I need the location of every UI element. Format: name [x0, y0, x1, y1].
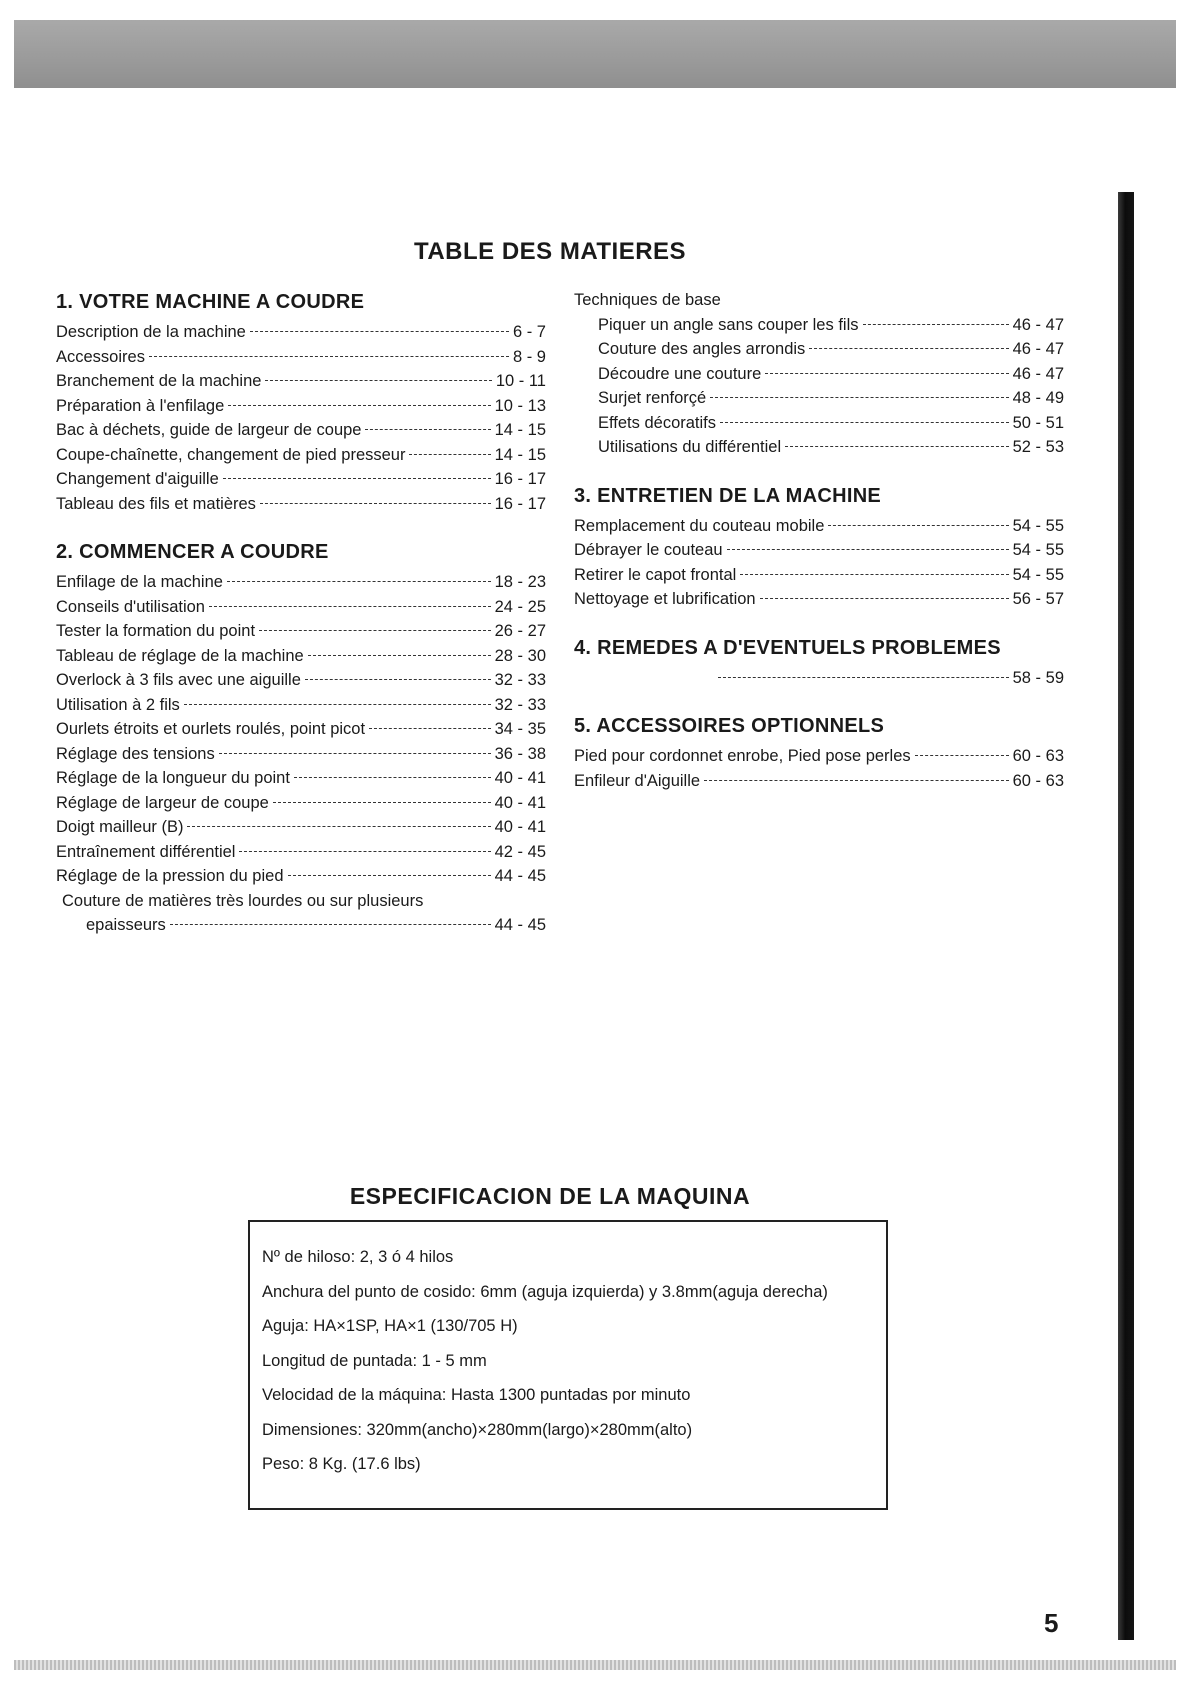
entry-pages: 56 - 57 — [1012, 590, 1064, 608]
toc-subsection-techniques — [574, 288, 1064, 460]
entry-label: Remplacement du couteau mobile — [574, 516, 825, 535]
toc-entry — [56, 693, 546, 718]
leader-dots — [704, 780, 1009, 781]
entry-pages: 40 - 41 — [494, 769, 546, 787]
spec-box — [248, 1220, 888, 1510]
entry-label: Coupe-chaînette, changement de pied presseur — [56, 445, 406, 464]
entry-pages: 46 - 47 — [1012, 364, 1064, 383]
entry-pages: 60 - 63 — [1012, 747, 1064, 765]
header-gray-band — [14, 20, 1176, 88]
leader-dots — [239, 851, 490, 852]
entry-pages: 50 - 51 — [1012, 413, 1064, 432]
entry-label: Effets décoratifs — [598, 413, 717, 432]
entry-pages: 14 - 15 — [494, 421, 546, 439]
entry-label: Réglage de la longueur du point — [56, 769, 290, 787]
leader-dots — [369, 728, 491, 729]
toc-title: TABLE DES MATIERES — [413, 238, 687, 265]
entry-pages: 32 - 33 — [494, 671, 546, 689]
entry-pages: 44 - 45 — [494, 915, 546, 934]
entry-pages: 14 - 15 — [494, 445, 546, 464]
entry-label: Couture des angles arrondis — [598, 340, 806, 358]
entry-pages: 58 - 59 — [1012, 668, 1064, 687]
spec-title: ESPECIFICACION DE LA MAQUINA — [349, 1183, 751, 1209]
entry-pages: 46 - 47 — [1012, 340, 1064, 358]
toc-entry — [574, 538, 1064, 563]
entry-pages: 26 - 27 — [494, 622, 546, 640]
spec-line: Anchura del punto de cosido: 6mm (aguja izquierda) y 3.8mm(aguja derecha) — [262, 1282, 828, 1301]
entry-label: Changement d'aiguille — [56, 470, 219, 488]
page-number: 5 — [1044, 1608, 1059, 1638]
leader-dots — [409, 454, 490, 455]
entry-label: Description de la machine — [56, 323, 246, 341]
toc-entry — [56, 717, 546, 742]
leader-dots — [785, 446, 1008, 447]
toc-entry — [56, 644, 546, 669]
toc-entry-wrapped-line: Couture de matières très lourdes ou sur plusieurs — [62, 891, 424, 910]
entry-label: Entraînement différentiel — [56, 842, 236, 861]
leader-dots — [260, 503, 491, 504]
toc-entry — [574, 411, 1064, 436]
entry-pages: 40 - 41 — [494, 793, 546, 812]
entry-label: Utilisations du différentiel — [598, 438, 782, 456]
entry-label: Utilisation à 2 fils — [56, 695, 180, 714]
entry-label: Retirer le capot frontal — [574, 565, 737, 584]
toc-entry — [56, 742, 546, 767]
entry-label: Réglage des tensions — [56, 744, 215, 763]
toc-entry — [574, 514, 1064, 539]
leader-dots — [265, 380, 491, 381]
leader-dots — [259, 630, 491, 631]
entry-pages: 36 - 38 — [494, 744, 546, 763]
toc-section-5 — [574, 712, 1064, 793]
toc-entry — [56, 815, 546, 840]
entry-label: Doigt mailleur (B) — [56, 818, 184, 836]
entry-pages: 34 - 35 — [494, 720, 546, 738]
entry-label: Bac à déchets, guide de largeur de coupe — [56, 421, 362, 439]
toc-section-2 — [56, 538, 546, 937]
section-title: 1. VOTRE MACHINE A COUDRE — [56, 291, 365, 313]
entry-label: Tableau des fils et matières — [56, 494, 256, 513]
leader-dots — [273, 802, 491, 803]
entry-label: Surjet renforçé — [598, 389, 707, 407]
toc-section-1 — [56, 288, 546, 516]
toc-entry — [56, 570, 546, 595]
entry-label: Branchement de la machine — [56, 372, 262, 390]
spec-line: Velocidad de la máquina: Hasta 1300 puntadas por minuto — [262, 1386, 691, 1404]
entry-label: Débrayer le couteau — [574, 541, 723, 559]
entry-label: Enfilage de la machine — [56, 573, 223, 591]
toc-entry — [56, 369, 546, 394]
entry-label: Réglage de la pression du pied — [56, 867, 284, 885]
entry-pages: 54 - 55 — [1012, 516, 1064, 535]
toc-entry — [56, 913, 546, 938]
entry-pages: 16 - 17 — [494, 494, 546, 513]
toc-entry — [574, 744, 1064, 769]
entry-pages: 54 - 55 — [1012, 541, 1064, 559]
toc-entry — [56, 467, 546, 492]
entry-pages: 24 - 25 — [494, 597, 546, 616]
entry-pages: 46 - 47 — [1012, 315, 1064, 334]
entry-label: epaisseurs — [86, 915, 166, 934]
entry-label: Nettoyage et lubrification — [574, 590, 756, 608]
toc-entry — [56, 668, 546, 693]
entry-pages: 42 - 45 — [494, 842, 546, 861]
toc-entry — [56, 443, 546, 468]
entry-pages: 60 - 63 — [1012, 771, 1064, 790]
leader-dots — [294, 777, 491, 778]
leader-dots — [863, 324, 1009, 325]
entry-pages: 54 - 55 — [1012, 565, 1064, 584]
toc-entry — [56, 394, 546, 419]
leader-dots — [305, 679, 491, 680]
leader-dots — [288, 875, 491, 876]
entry-label: Préparation à l'enfilage — [56, 396, 225, 415]
toc-entry — [574, 563, 1064, 588]
entry-pages: 52 - 53 — [1012, 438, 1064, 456]
leader-dots — [308, 655, 491, 656]
leader-dots — [184, 704, 491, 705]
toc-entry — [56, 492, 546, 517]
leader-dots — [209, 606, 491, 607]
toc-entry — [56, 345, 546, 370]
toc-entry — [574, 337, 1064, 362]
leader-dots — [760, 598, 1009, 599]
toc-section-3 — [574, 482, 1064, 612]
spec-line: Nº de hiloso: 2, 3 ó 4 hilos — [262, 1248, 454, 1266]
leader-dots — [219, 753, 491, 754]
spec-line: Peso: 8 Kg. (17.6 lbs) — [262, 1455, 421, 1473]
leader-dots — [228, 405, 490, 406]
entry-label: Enfileur d'Aiguille — [574, 771, 701, 790]
toc-entry — [574, 666, 1064, 691]
entry-pages: 8 - 9 — [512, 347, 546, 366]
spec-line: Dimensiones: 320mm(ancho)×280mm(largo)×280mm(alto) — [262, 1420, 693, 1439]
section-title: 2. COMMENCER A COUDRE — [56, 541, 329, 563]
toc-left-column — [56, 288, 546, 959]
leader-dots — [828, 525, 1008, 526]
entry-label: Conseils d'utilisation — [56, 597, 205, 616]
leader-dots — [765, 373, 1008, 374]
leader-dots — [250, 331, 509, 332]
side-black-tab — [1118, 192, 1134, 1640]
entry-pages: 32 - 33 — [494, 695, 546, 714]
spec-line: Aguja: HA×1SP, HA×1 (130/705 H) — [262, 1317, 518, 1335]
entry-pages: 28 - 30 — [494, 646, 546, 665]
entry-label: Overlock à 3 fils avec une aiguille — [56, 671, 301, 689]
entry-pages: 44 - 45 — [494, 867, 546, 885]
toc-entry — [56, 320, 546, 345]
entry-pages: 6 - 7 — [512, 323, 546, 341]
leader-dots — [720, 422, 1009, 423]
footer-hatched-strip — [14, 1660, 1176, 1670]
entry-label: Réglage de largeur de coupe — [56, 793, 269, 812]
leader-dots — [740, 574, 1008, 575]
section-title: 3. ENTRETIEN DE LA MACHINE — [574, 484, 882, 507]
toc-entry — [574, 435, 1064, 460]
toc-entry — [56, 840, 546, 865]
entry-pages: 10 - 11 — [495, 372, 546, 390]
leader-dots — [365, 429, 490, 430]
entry-pages: 10 - 13 — [494, 396, 546, 415]
leader-dots — [187, 826, 490, 827]
leader-dots — [223, 478, 491, 479]
entry-pages: 40 - 41 — [494, 818, 546, 836]
leader-dots — [727, 549, 1009, 550]
entry-pages: 16 - 17 — [494, 470, 546, 488]
toc-entry — [56, 418, 546, 443]
toc-entry — [574, 362, 1064, 387]
entry-label: Pied pour cordonnet enrobe, Pied pose perles — [574, 747, 911, 765]
toc-right-column — [574, 288, 1064, 815]
toc-entry — [574, 313, 1064, 338]
leader-dots — [915, 755, 1009, 756]
section-title: 4. REMEDES A D'EVENTUELS PROBLEMES — [574, 636, 1001, 659]
toc-section-4 — [574, 634, 1064, 691]
subsection-heading: Techniques de base — [574, 291, 721, 309]
toc-entry — [56, 619, 546, 644]
spec-line: Longitud de puntada: 1 - 5 mm — [262, 1351, 487, 1370]
entry-label: Tester la formation du point — [56, 622, 256, 640]
entry-label: Tableau de réglage de la machine — [56, 646, 304, 665]
toc-entry — [574, 587, 1064, 612]
leader-dots — [227, 581, 491, 582]
leader-dots — [149, 356, 509, 357]
entry-pages: 48 - 49 — [1012, 389, 1064, 407]
leader-dots — [170, 924, 491, 925]
section-title: 5. ACCESSOIRES OPTIONNELS — [574, 715, 885, 737]
toc-entry — [574, 386, 1064, 411]
toc-entry — [56, 864, 546, 889]
entry-label: Piquer un angle sans couper les fils — [598, 315, 859, 334]
leader-dots — [718, 677, 1009, 678]
toc-entry — [56, 766, 546, 791]
leader-dots — [710, 397, 1008, 398]
entry-label: Ourlets étroits et ourlets roulés, point picot — [56, 720, 366, 738]
entry-pages: 18 - 23 — [494, 573, 546, 591]
entry-label: Accessoires — [56, 347, 145, 366]
toc-entry — [56, 595, 546, 620]
toc-entry — [56, 791, 546, 816]
toc-entry — [574, 769, 1064, 794]
leader-dots — [809, 348, 1008, 349]
entry-label: Découdre une couture — [598, 364, 762, 383]
